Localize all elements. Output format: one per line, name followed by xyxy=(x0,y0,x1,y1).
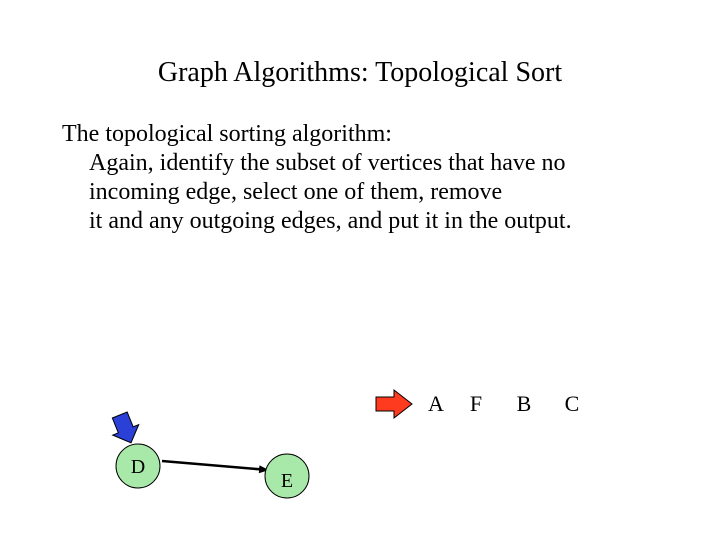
node-d-label: D xyxy=(130,456,146,478)
page-title: Graph Algorithms: Topological Sort xyxy=(157,57,563,88)
node-d xyxy=(116,444,160,488)
output-item-f: F xyxy=(469,391,483,416)
node-e xyxy=(265,454,309,498)
node-e-label: E xyxy=(280,470,294,492)
output-item-c: C xyxy=(564,391,580,416)
output-item-a: A xyxy=(428,391,444,416)
intro-line: The topological sorting algorithm: xyxy=(62,121,392,147)
edge-d-to-e xyxy=(162,461,268,470)
description-line-2: incoming edge, select one of them, remove xyxy=(89,179,503,205)
description-line-1: Again, identify the subset of vertices that have no xyxy=(89,150,566,176)
output-arrow-icon xyxy=(376,390,412,418)
description-line-3: it and any outgoing edges, and put it in the output. xyxy=(89,208,572,234)
output-sequence xyxy=(428,391,579,416)
pointer-arrow-icon xyxy=(107,410,144,448)
output-item-b: B xyxy=(516,391,532,416)
